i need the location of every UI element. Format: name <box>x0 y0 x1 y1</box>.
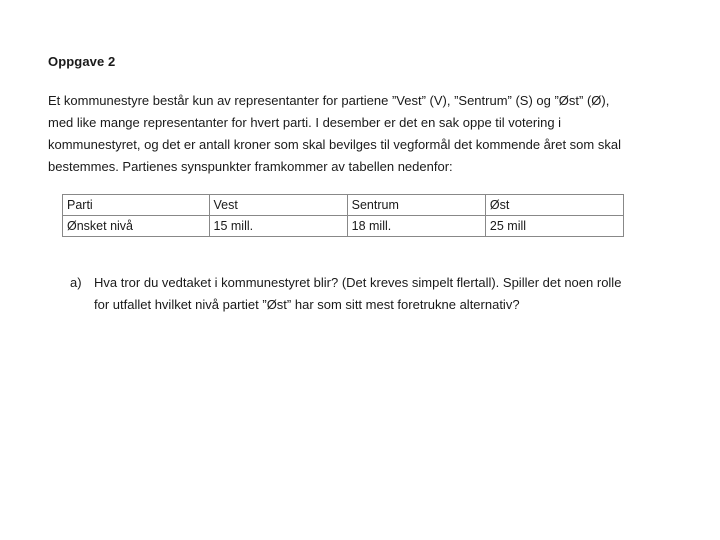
question-text <box>94 272 640 316</box>
question-line: for utfallet hvilket nivå partiet ”Øst” har som sitt mest foretrukne alternativ? <box>94 297 520 312</box>
question-marker: a) <box>70 275 82 290</box>
header-cell-parti: Parti <box>63 195 210 216</box>
value-cell-sentrum: 18 mill. <box>347 216 485 237</box>
intro-paragraph <box>48 90 638 178</box>
party-preferences-table <box>62 194 624 237</box>
value-cell-ost: 25 mill <box>485 216 623 237</box>
header-cell-ost: Øst <box>485 195 623 216</box>
value-cell-vest: 15 mill. <box>209 216 347 237</box>
question-line: Hva tror du vedtaket i kommunestyret blir? (Det kreves simpelt flertall). Spiller det noen rolle <box>94 275 622 290</box>
task-heading: Oppgave 2 <box>48 54 116 69</box>
header-cell-vest: Vest <box>209 195 347 216</box>
intro-line: kommunestyret, og det er antall kroner som skal bevilges til vegformål det kommende året som skal <box>48 137 621 152</box>
header-cell-sentrum: Sentrum <box>347 195 485 216</box>
intro-line: bestemmes. Partienes synspunkter framkommer av tabellen nedenfor: <box>48 159 453 174</box>
intro-line: med like mange representanter for hvert parti. I desember er det en sak oppe til votering i <box>48 115 562 130</box>
table-header-row <box>63 195 624 216</box>
table-row <box>63 216 624 237</box>
row-label-cell: Ønsket nivå <box>63 216 210 237</box>
intro-line: Et kommunestyre består kun av representanter for partiene ”Vest” (V), ”Sentrum” (S) og ”Øst” (Ø), <box>48 93 610 108</box>
